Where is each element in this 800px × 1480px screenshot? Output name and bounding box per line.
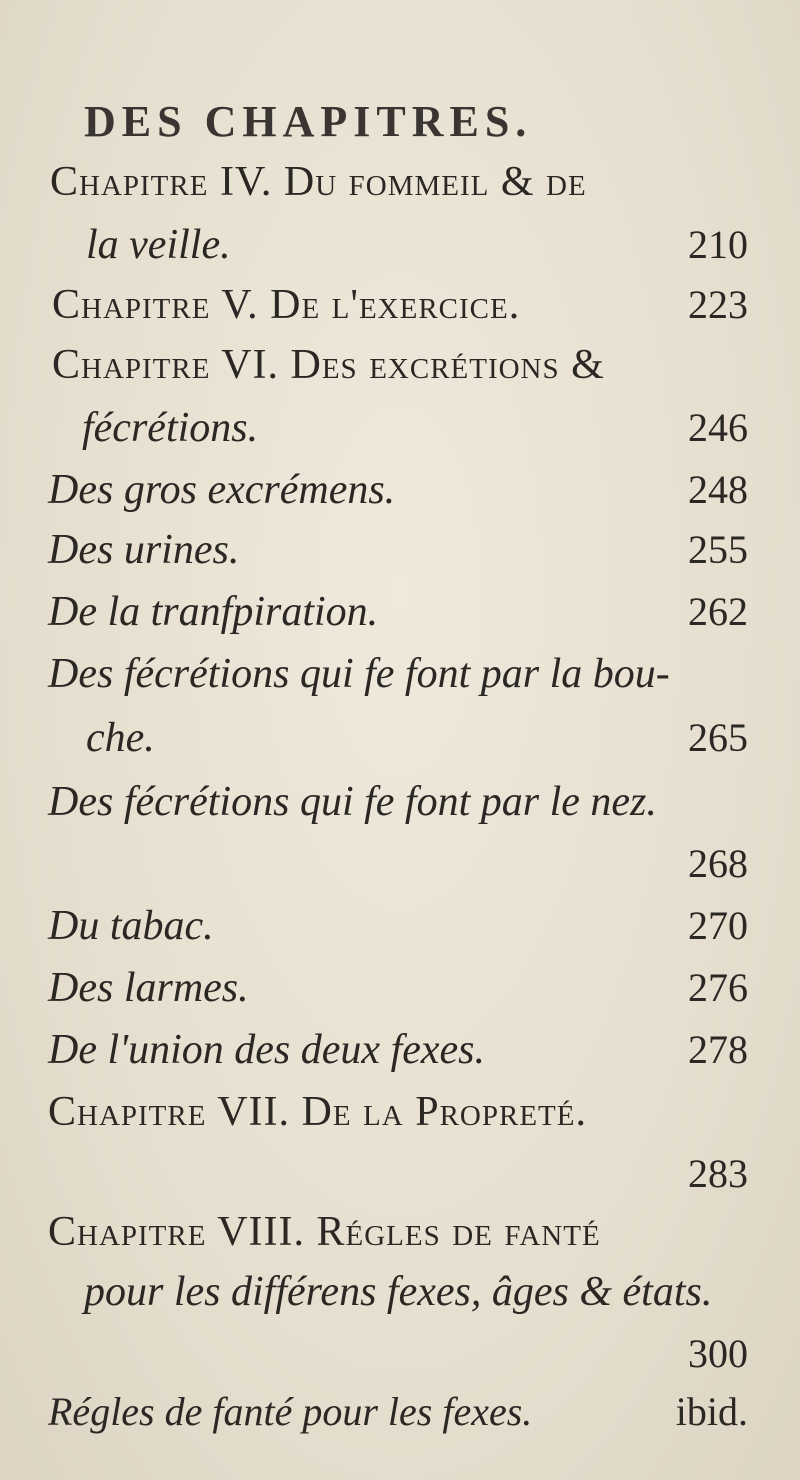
toc-entry-text: Des gros excrémens. — [48, 467, 396, 513]
toc-entry-text: la veille. — [86, 222, 231, 268]
toc-entry-page: 283 — [688, 1151, 748, 1196]
toc-entry-page: 223 — [688, 282, 748, 327]
toc-entry-page: 276 — [688, 965, 748, 1010]
toc-entry-page: ibid. — [675, 1389, 748, 1434]
toc-entry-page: 278 — [688, 1027, 748, 1072]
toc-entry-text: Du tabac. — [48, 903, 214, 949]
toc-entry-text: De l'union des deux fexes. — [48, 1027, 486, 1073]
toc-entry-page: 270 — [688, 903, 748, 948]
toc-entry-text: Chapitre VIII. Régles de fanté — [48, 1209, 601, 1255]
toc-entry-page: 262 — [688, 589, 748, 634]
toc-entry-text: Chapitre VI. Des excrétions & — [52, 342, 605, 388]
toc-entry-page: 246 — [688, 405, 748, 450]
toc-entry-text: Régles de fanté pour les fexes. — [48, 1389, 533, 1434]
toc-entry-text: De la tranfpiration. — [48, 589, 379, 635]
toc-entry-text: Chapitre IV. Du fommeil & de — [50, 159, 587, 205]
toc-entry-page: 210 — [688, 222, 748, 267]
toc-entry-page: 265 — [688, 715, 748, 760]
toc-entry-page: 268 — [688, 841, 748, 886]
page-heading: DES CHAPITRES. — [84, 97, 533, 146]
toc-entry-text: pour les différens fexes, âges & états. — [84, 1269, 713, 1315]
toc-entry-text: Chapitre V. De l'exercice. — [52, 282, 521, 328]
toc-entry-text: fécrétions. — [82, 405, 259, 451]
toc-entry-page: 248 — [688, 467, 748, 512]
toc-entry-text: che. — [86, 715, 155, 761]
toc-entry-page: 255 — [688, 527, 748, 572]
toc-entry-text: Des fécrétions qui fe font par la bou- — [48, 651, 670, 697]
toc-entry-page: 300 — [688, 1331, 748, 1376]
toc-entry-text: Des urines. — [48, 527, 240, 573]
toc-entry-text: Des larmes. — [48, 965, 249, 1011]
toc-entry-text: Des fécrétions qui fe font par le nez. — [48, 779, 657, 825]
toc-entry-text: Chapitre VII. De la Propreté. — [48, 1089, 587, 1135]
